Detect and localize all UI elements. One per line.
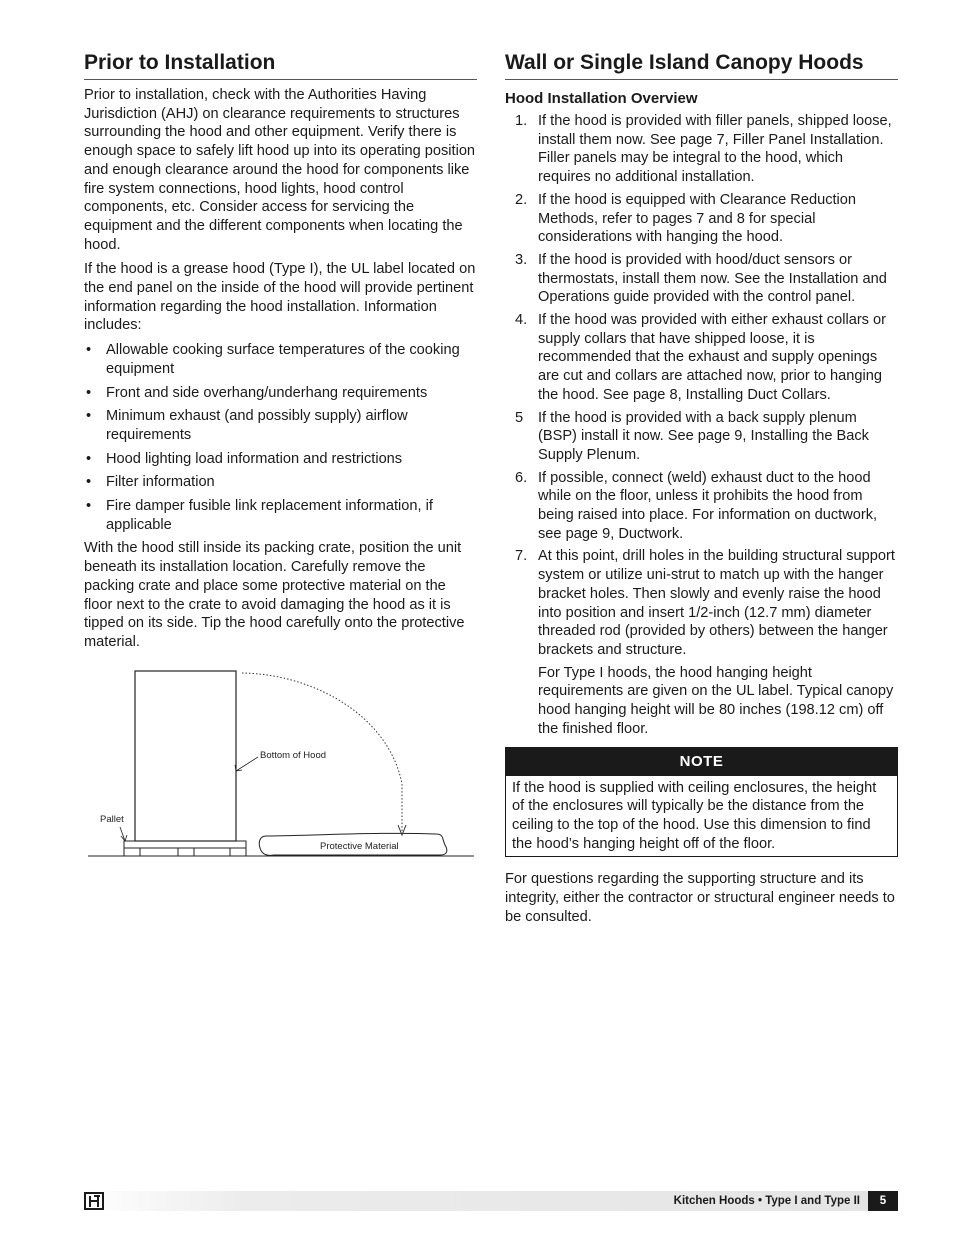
- note-title: NOTE: [506, 748, 897, 776]
- step-number: 5: [515, 409, 524, 426]
- list-item: • Filter information: [84, 473, 477, 492]
- hood-upright: [135, 671, 236, 841]
- page-footer: [84, 1191, 898, 1211]
- pallet: [124, 841, 246, 848]
- section-heading-prior-to-installation: Prior to Installation: [84, 48, 477, 80]
- list-item: • Front and side overhang/underhang requirements: [84, 384, 477, 403]
- bottom-of-hood-leader: [236, 757, 258, 771]
- step-item: [505, 191, 898, 247]
- step-item: [505, 469, 898, 544]
- section-heading-canopy-hoods: Wall or Single Island Canopy Hoods: [505, 48, 898, 80]
- step-number: 3.: [515, 251, 528, 268]
- label-pallet: Pallet: [100, 814, 124, 825]
- step-text: If the hood was provided with either exhaust collars or supply collars that have shipped loose, it is recommended that the exhaust and supply openings are cut and collars are attached now, prior to hanging the hood. See page 8, Installing Duct Collars.: [538, 312, 887, 403]
- note-box: [505, 747, 898, 858]
- list-item: • Fire damper fusible link replacement information, if applicable: [84, 497, 477, 534]
- step-number: 2.: [515, 191, 528, 208]
- step-item: [505, 251, 898, 307]
- step-text: At this point, drill holes in the building structural support system or utilize uni-strut to match up with the hanger bracket holes. Then slowly and evenly raise the hood into position and insert 1/2-inch (12.7 mm) diameter threaded rod (provided by others) between the hanger brackets and structure.: [538, 548, 895, 658]
- left-column: [84, 48, 477, 658]
- step-text: If the hood is provided with hood/duct sensors or thermostats, install them now. See the Installation and Operations guide provided with the control panel.: [538, 251, 887, 306]
- step-text: If the hood is provided with filler panels, shipped loose, install them now. See page 7, Filler Panel Installation. Filler panels may be integral to the hood, which requires no additional installation.: [538, 113, 892, 186]
- step-text: If the hood is equipped with Clearance Reduction Methods, refer to pages 7 and 8 for special considerations with hanging the hood.: [538, 191, 857, 246]
- step-text: If possible, connect (weld) exhaust duct to the hood while on the floor, unless it prohibits the hood from being raised into place. For information on ductwork, see page 9, Ductwork.: [538, 469, 878, 542]
- note-text: If the hood is supplied with ceiling enclosures, the height of the enclosures will typically be the distance from the ceiling to the top of the hood. Use this dimension to find the hood’s hanging height off of the floor.: [512, 779, 877, 852]
- company-logo-icon: [84, 1192, 104, 1210]
- list-item: • Minimum exhaust (and possibly supply) airflow requirements: [84, 407, 477, 444]
- step-7-subparagraph: For Type I hoods, the hood hanging height requirements are given on the UL label. Typical canopy hood hanging height will be 80 inches (198.12 cm) off the finished floor.: [538, 664, 894, 737]
- page-number: 5: [868, 1191, 898, 1211]
- step-item: [505, 409, 898, 465]
- pallet-leader: [120, 827, 125, 841]
- step-item: [505, 112, 898, 187]
- pallet-block: [178, 848, 194, 856]
- hood-tipping-diagram: [84, 664, 476, 860]
- list-item: • Allowable cooking surface temperatures of the cooking equipment: [84, 341, 477, 378]
- label-protective-material: Protective Material: [320, 841, 399, 852]
- label-bottom-of-hood: Bottom of Hood: [260, 750, 327, 761]
- installation-steps: [505, 112, 898, 739]
- subheading-installation-overview: Hood Installation Overview: [505, 90, 698, 107]
- step-text: If the hood is provided with a back supply plenum (BSP) install it now. See page 9, Installing the Back Supply Plenum.: [538, 409, 869, 463]
- right-column: [505, 48, 898, 932]
- step-item: [505, 547, 898, 738]
- step-number: 7.: [515, 548, 528, 565]
- paragraph-packing-crate: With the hood still inside its packing crate, position the unit beneath its installation location. Carefully remove the packing crate and place some protective material on the floor next to the crate to avoid damaging the hood as it is tipped on its side. Tip the hood carefully onto the protective material.: [84, 540, 465, 650]
- step-number: 4.: [515, 312, 528, 329]
- pallet-block: [230, 848, 246, 856]
- paragraph-ul-label: If the hood is a grease hood (Type I), the UL label located on the end panel on the inside of the hood will provide pertinent information regarding the hood installation. Information includes:: [84, 261, 476, 334]
- list-item: • Hood lighting load information and restrictions: [84, 450, 477, 469]
- ul-info-list: [84, 341, 477, 534]
- paragraph-supporting-structure: For questions regarding the supporting structure and its integrity, either the contractor or structural engineer needs to be consulted.: [505, 871, 895, 925]
- paragraph-clearance: Prior to installation, check with the Authorities Having Jurisdiction (AHJ) on clearance requirements to structures surrounding the hood and other equipment. Verify there is enough space to safely lift hood up into its operating position and enough clearance around the hood for components like fire system connections, hood lights, hood control components, etc. Consider access for servicing the equipment and the different components when locating the hood.: [84, 87, 476, 253]
- step-number: 6.: [515, 469, 528, 486]
- step-item: [505, 311, 898, 405]
- pallet-block: [124, 848, 140, 856]
- footer-document-title: Kitchen Hoods • Type I and Type II: [673, 1195, 860, 1207]
- step-number: 1.: [515, 113, 528, 129]
